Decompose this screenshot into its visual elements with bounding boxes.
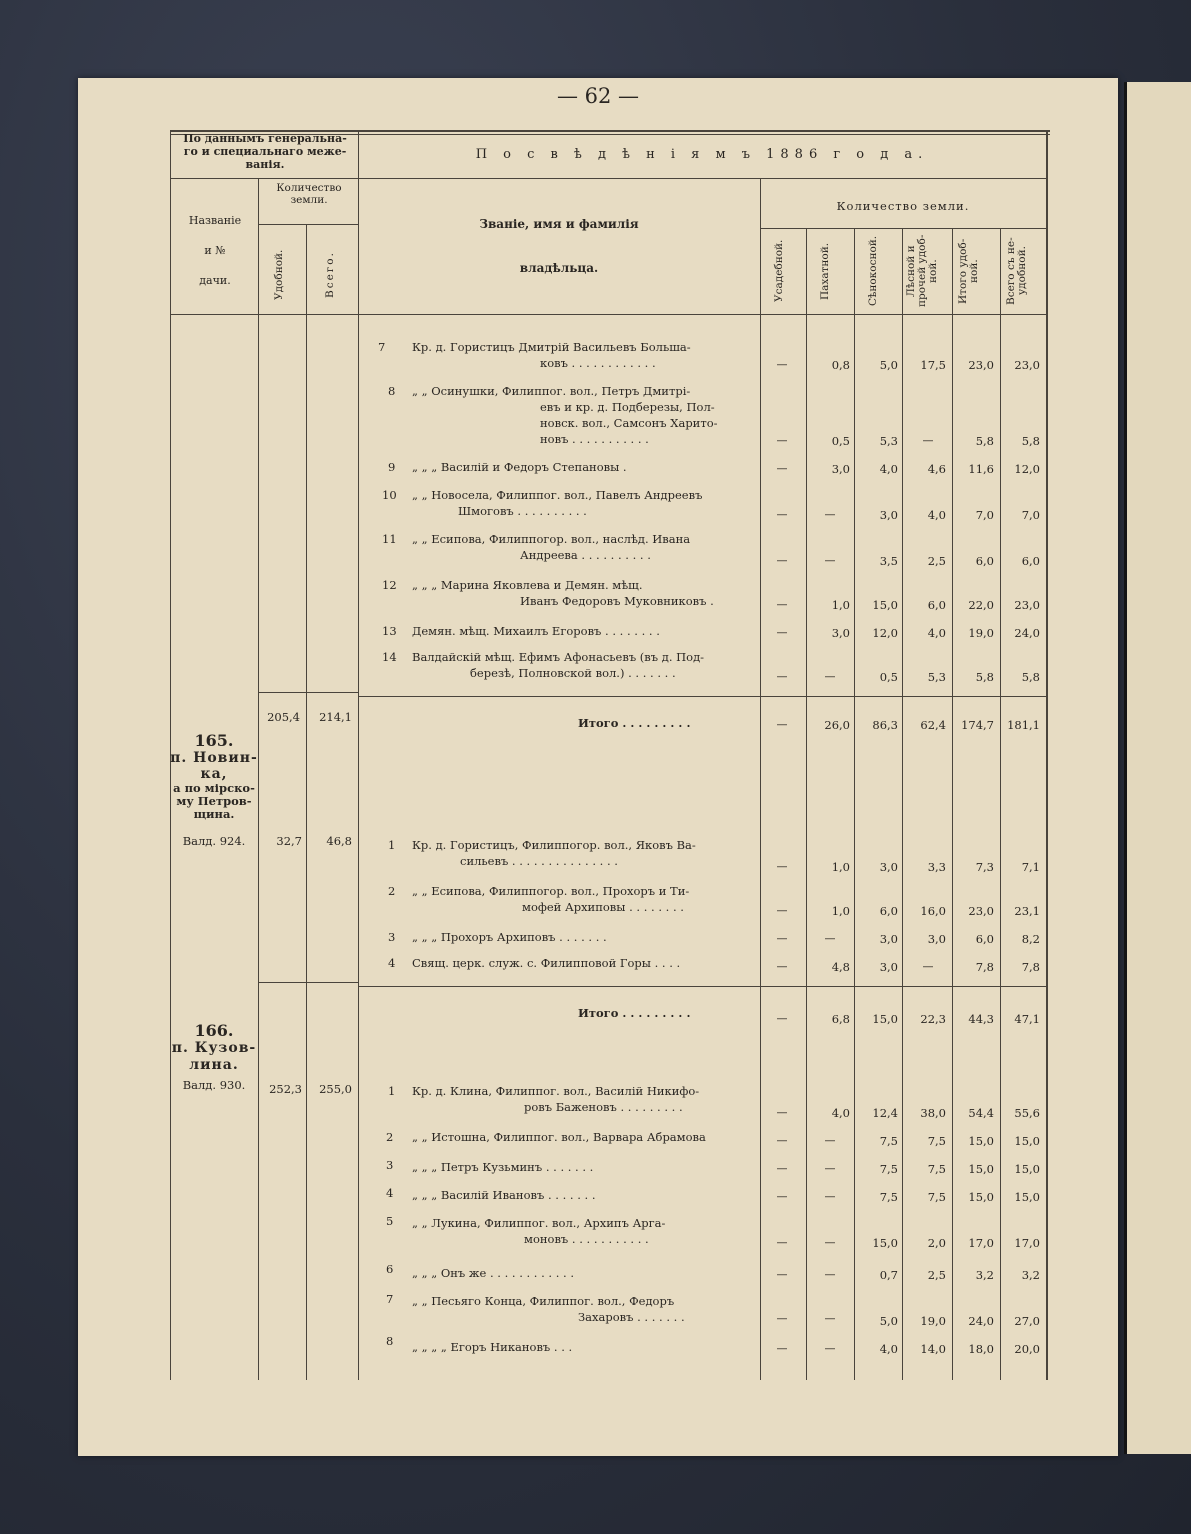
cell: 15,0 (872, 598, 898, 612)
cell: 6,0 (975, 932, 994, 946)
column-rule (952, 228, 953, 1380)
cell: 3,5 (879, 554, 898, 568)
row-number: 11 (382, 532, 397, 546)
cell: 7,5 (927, 1134, 946, 1148)
row-owner: „ „ Есипова, Филиппогор. вол., Прохоръ и Ти- (412, 884, 690, 898)
total-cell: 86,3 (872, 718, 898, 732)
row-owner: мофей Архиповы . . . . . . . . (522, 900, 684, 914)
row-number: 9 (388, 460, 396, 474)
col-lesnoy: Лѣсной и прочей удоб-ной. (905, 234, 939, 308)
row-owner: Свящ. церк. служ. с. Филипповой Горы . . . . (412, 956, 681, 970)
cell: 4,0 (927, 626, 946, 640)
total-label: Итого . . . . . . . . . (578, 1006, 691, 1020)
dacha-number: 166. (194, 1021, 234, 1040)
row-number: 7 (378, 340, 386, 354)
row-number: 12 (382, 578, 397, 592)
cell: 7,5 (879, 1162, 898, 1176)
cell: — (824, 554, 836, 567)
total-cell: 62,4 (920, 718, 946, 732)
cell: 20,0 (1014, 1342, 1040, 1356)
row-number: 7 (386, 1292, 394, 1306)
cell: — (776, 434, 788, 447)
row-owner: „ „ „ Прохоръ Архиповъ . . . . . . . (412, 930, 607, 944)
row-number: 1 (388, 838, 396, 852)
cell: — (824, 1342, 836, 1355)
row-owner: ковъ . . . . . . . . . . . . (540, 356, 656, 370)
cell: 4,0 (831, 1106, 850, 1120)
cell: 0,5 (879, 670, 898, 684)
cell: 16,0 (920, 904, 946, 918)
row-owner: моновъ . . . . . . . . . . . (524, 1232, 649, 1246)
cell: 3,2 (1021, 1268, 1040, 1282)
cell: 8,2 (1021, 932, 1040, 946)
cell: 2,0 (927, 1236, 946, 1250)
total-cell: 44,3 (968, 1012, 994, 1026)
total-cell: 181,1 (1007, 718, 1040, 732)
row-number: 10 (382, 488, 397, 502)
row-owner: березѣ, Полновской вол.) . . . . . . . (470, 666, 676, 680)
cell: 6,0 (1021, 554, 1040, 568)
cell: — (824, 932, 836, 945)
row-owner: Кр. д. Клина, Филиппог. вол., Василій Никифо- (412, 1084, 700, 1098)
row-number: 3 (388, 930, 396, 944)
row-owner: „ „ „ „ Егоръ Никановъ . . . (412, 1340, 573, 1354)
cell: 2,5 (927, 554, 946, 568)
cell: — (776, 1190, 788, 1203)
column-rule (1000, 228, 1001, 1380)
row-number: 5 (386, 1214, 394, 1228)
row-owner: „ „ Лукина, Филиппог. вол., Архипъ Арга- (412, 1216, 666, 1230)
header-bottom-rule (170, 314, 1046, 315)
cell: 17,0 (1014, 1236, 1040, 1250)
column-rule (258, 178, 259, 1380)
row-owner: евъ и кр. д. Подберезы, Пол- (540, 400, 715, 414)
cell: 55,6 (1014, 1106, 1040, 1120)
cell: 15,0 (968, 1190, 994, 1204)
row-owner: „ „ Есипова, Филиппогор. вол., наслѣд. Ивана (412, 532, 691, 546)
header-rule (258, 224, 358, 225)
dacha-vsego: 255,0 (319, 1082, 352, 1096)
sum-rule (358, 696, 1046, 697)
cell: — (776, 358, 788, 371)
row-owner: ровъ Баженовъ . . . . . . . . . (524, 1100, 683, 1114)
cell: 4,6 (927, 462, 946, 476)
cell: 7,8 (1021, 960, 1040, 974)
cell: — (776, 1106, 788, 1119)
cell: 24,0 (1014, 626, 1040, 640)
cell: 15,0 (872, 1236, 898, 1250)
cell: 0,8 (831, 358, 850, 372)
cell: — (776, 1162, 788, 1175)
quantity-header: Количество земли. (276, 182, 342, 206)
udob-header: Удобной. (273, 249, 285, 301)
cell: — (824, 1312, 836, 1325)
cell: 6,0 (927, 598, 946, 612)
cell: 7,5 (879, 1134, 898, 1148)
cell: 22,0 (968, 598, 994, 612)
cell: 7,0 (1021, 508, 1040, 522)
dacha-name: п. Новин- ка, (170, 750, 258, 782)
cell: 7,5 (879, 1190, 898, 1204)
row-owner: „ „ „ Онъ же . . . . . . . . . . . . (412, 1266, 575, 1280)
dacha-number: 165. (194, 731, 234, 750)
cell: 5,8 (1021, 670, 1040, 684)
row-owner: Кр. д. Гористицъ, Филиппогор. вол., Яковъ Ва- (412, 838, 696, 852)
dacha-alt-name: а по мірско- му Петров- щина. (173, 781, 255, 821)
sum-rule (258, 692, 358, 693)
column-rule (854, 228, 855, 1380)
row-owner: Кр. д. Гористицъ Дмитрій Васильевъ Больша- (412, 340, 691, 354)
row-owner: Шмоговъ . . . . . . . . . . (458, 504, 587, 518)
total-cell: — (776, 718, 788, 731)
cell: — (776, 670, 788, 683)
total-cell: 15,0 (872, 1012, 898, 1026)
cell: 3,0 (831, 626, 850, 640)
col-vsego: Всего съ не-удобной. (1005, 237, 1028, 305)
cell: — (922, 960, 934, 973)
adjacent-page-edge (1124, 82, 1191, 1454)
cell: 3,0 (927, 932, 946, 946)
dacha-udob: 205,4 (267, 710, 300, 724)
cell: 7,1 (1021, 860, 1040, 874)
cell: 23,0 (1014, 598, 1040, 612)
cell: — (776, 960, 788, 973)
cell: — (824, 508, 836, 521)
row-number: 8 (388, 384, 396, 398)
column-rule (806, 228, 807, 1380)
total-cell: 174,7 (961, 718, 994, 732)
row-owner: „ „ „ Петръ Кузьминъ . . . . . . . (412, 1160, 594, 1174)
survey-header: По даннымъ генеральна- го и специальнаго меже- ванія. (183, 132, 347, 171)
row-owner: „ „ Истошна, Филиппог. вол., Варвара Абрамова (412, 1130, 706, 1144)
cell: 3,0 (879, 960, 898, 974)
cell: 5,8 (1021, 434, 1040, 448)
row-owner: Валдайскій мѣщ. Ефимъ Афонасьевъ (въ д. Под- (412, 650, 705, 664)
row-number: 4 (388, 956, 396, 970)
total-cell: 26,0 (824, 718, 850, 732)
cell: 15,0 (1014, 1134, 1040, 1148)
dacha-vsego: 46,8 (326, 834, 352, 848)
sum-rule (358, 986, 1046, 987)
row-number: 2 (388, 884, 396, 898)
cell: 23,0 (1014, 358, 1040, 372)
total-cell: 47,1 (1014, 1012, 1040, 1026)
cell: 3,0 (879, 932, 898, 946)
row-number: 2 (386, 1130, 394, 1144)
cell: 1,0 (831, 598, 850, 612)
cell: 18,0 (968, 1342, 994, 1356)
owner-header: Званіе, имя и фамилія (479, 217, 639, 231)
cell: — (776, 860, 788, 873)
cell: 5,8 (975, 434, 994, 448)
cell: 23,0 (968, 358, 994, 372)
cell: 24,0 (968, 1314, 994, 1328)
cell: — (776, 462, 788, 475)
cell: 1,0 (831, 860, 850, 874)
cell: 5,3 (927, 670, 946, 684)
cell: 27,0 (1014, 1314, 1040, 1328)
row-owner: Захаровъ . . . . . . . (578, 1310, 685, 1324)
cell: 23,1 (1014, 904, 1040, 918)
column-rule (358, 130, 359, 1380)
column-rule (306, 224, 307, 1380)
dacha-name-header: Названіе и № дачи. (188, 214, 242, 287)
row-owner: „ „ „ Марина Яковлева и Демян. мѣщ. (412, 578, 643, 592)
row-owner: „ „ Песьяго Конца, Филиппог. вол., Федоръ (412, 1294, 675, 1308)
cell: — (824, 1162, 836, 1175)
cell: 4,8 (831, 960, 850, 974)
page-number: — 62 — (556, 84, 640, 108)
cell: — (776, 932, 788, 945)
cell: 54,4 (968, 1106, 994, 1120)
row-number: 4 (386, 1186, 394, 1200)
cell: 4,0 (879, 1342, 898, 1356)
vsego-header: Всего. (324, 251, 336, 299)
cell: 2,5 (927, 1268, 946, 1282)
cell: — (776, 904, 788, 917)
col-pakhatnoy: Пахатной. (819, 242, 831, 300)
dacha-vsego: 214,1 (319, 710, 352, 724)
header-rule (760, 228, 1046, 229)
dacha-udob: 252,3 (269, 1082, 302, 1096)
cell: 3,0 (879, 508, 898, 522)
cell: 5,8 (975, 670, 994, 684)
row-owner: Иванъ Федоровъ Муковниковъ . (520, 594, 714, 608)
row-number: 1 (388, 1084, 396, 1098)
cell: 3,2 (975, 1268, 994, 1282)
cell: 7,5 (927, 1190, 946, 1204)
report-title: П о с в ѣ д ѣ н і я м ъ 1886 г о д а. (475, 147, 929, 162)
dacha-udob: 32,7 (276, 834, 302, 848)
cell: 12,0 (872, 626, 898, 640)
cell: 6,0 (975, 554, 994, 568)
header-rule (170, 178, 358, 179)
column-rule (760, 178, 761, 1380)
row-owner: „ „ Новосела, Филиппог. вол., Павелъ Андреевъ (412, 488, 703, 502)
row-owner: „ „ Осинушки, Филиппог. вол., Петръ Дмитрі- (412, 384, 691, 398)
total-cell: — (776, 1012, 788, 1025)
dacha-valdai-no: Валд. 930. (182, 1078, 246, 1092)
row-owner: новъ . . . . . . . . . . . (540, 432, 649, 446)
cell: — (776, 626, 788, 639)
dacha-valdai-no: Валд. 924. (182, 834, 246, 848)
cell: — (776, 508, 788, 521)
cell: 23,0 (968, 904, 994, 918)
cell: 12,4 (872, 1106, 898, 1120)
cell: 5,0 (879, 358, 898, 372)
cell: — (776, 1268, 788, 1281)
cell: 11,6 (968, 462, 994, 476)
row-owner: Андреева . . . . . . . . . . (520, 548, 651, 562)
col-usadebnoy: Усадебной. (773, 239, 785, 303)
cell: 5,0 (879, 1314, 898, 1328)
cell: 17,0 (968, 1236, 994, 1250)
row-owner: Демян. мѣщ. Михаилъ Егоровъ . . . . . . . . (412, 624, 660, 638)
owner-header-2: владѣльца. (519, 261, 599, 275)
cell: — (776, 1134, 788, 1147)
cell: — (824, 1134, 836, 1147)
cell: — (824, 1236, 836, 1249)
column-rule (902, 228, 903, 1380)
cell: — (776, 1342, 788, 1355)
cell: 19,0 (920, 1314, 946, 1328)
cell: 0,7 (879, 1268, 898, 1282)
total-label: Итого . . . . . . . . . (578, 716, 691, 730)
row-number: 13 (382, 624, 397, 638)
cell: 7,5 (927, 1162, 946, 1176)
row-owner: „ „ „ Василій и Федоръ Степановы . (412, 460, 627, 474)
cell: 7,0 (975, 508, 994, 522)
cell: — (776, 598, 788, 611)
cell: 15,0 (1014, 1162, 1040, 1176)
cell: 1,0 (831, 904, 850, 918)
cell: 0,5 (831, 434, 850, 448)
cell: 15,0 (968, 1162, 994, 1176)
cell: — (776, 1312, 788, 1325)
cell: 17,5 (920, 358, 946, 372)
cell: 38,0 (920, 1106, 946, 1120)
row-number: 6 (386, 1262, 394, 1276)
cell: 5,3 (879, 434, 898, 448)
cell: 15,0 (1014, 1190, 1040, 1204)
total-cell: 6,8 (831, 1012, 850, 1026)
cell: — (824, 1190, 836, 1203)
cell: 19,0 (968, 626, 994, 640)
row-owner: „ „ „ Василій Ивановъ . . . . . . . (412, 1188, 596, 1202)
cell: — (922, 434, 934, 447)
row-number: 8 (386, 1334, 394, 1348)
cell: — (776, 1236, 788, 1249)
row-owner: новск. вол., Самсонъ Харито- (540, 416, 718, 430)
cell: 14,0 (920, 1342, 946, 1356)
cell: 7,3 (975, 860, 994, 874)
cell: 12,0 (1014, 462, 1040, 476)
dacha-name: п. Кузов- лина. (171, 1040, 257, 1073)
cell: 3,3 (927, 860, 946, 874)
col-itogo-udobnoy: Итого удоб-ной. (957, 238, 980, 304)
land-quantity-header: Количество земли. (836, 199, 970, 213)
cell: 3,0 (831, 462, 850, 476)
cell: 7,8 (975, 960, 994, 974)
total-cell: 22,3 (920, 1012, 946, 1026)
column-rule (1046, 130, 1048, 1380)
cell: — (824, 1268, 836, 1281)
row-number: 14 (382, 650, 397, 664)
cell: 4,0 (927, 508, 946, 522)
row-owner: сильевъ . . . . . . . . . . . . . . . (460, 854, 618, 868)
col-senokosnoy: Сѣнокосной. (867, 235, 879, 307)
header-rule (358, 178, 1046, 179)
cell: — (824, 670, 836, 683)
cell: 6,0 (879, 904, 898, 918)
cell: 3,0 (879, 860, 898, 874)
sum-rule (258, 982, 358, 983)
cell: 4,0 (879, 462, 898, 476)
cell: 15,0 (968, 1134, 994, 1148)
document-page (78, 78, 1118, 1456)
cell: — (776, 554, 788, 567)
row-number: 3 (386, 1158, 394, 1172)
